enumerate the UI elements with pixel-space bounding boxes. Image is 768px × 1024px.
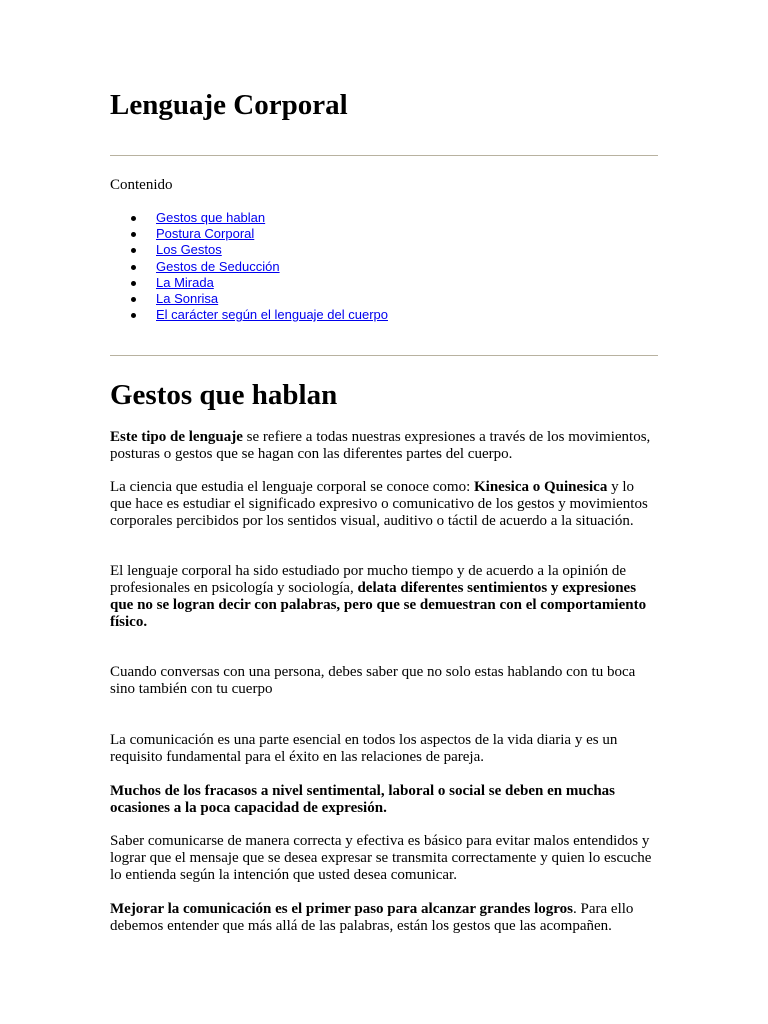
bold-text: Kinesica o Quinesica: [474, 479, 608, 495]
toc-item: [110, 291, 388, 307]
toc-label: Contenido: [110, 177, 173, 193]
paragraph-text: Cuando conversas con una persona, debes saber que no solo estas hablando con tu boca sino también con tu cuerpo: [110, 664, 636, 697]
paragraph-text: Saber comunicarse de manera correcta y efectiva es básico para evitar malos entendidos y lograr que el mensaje que se desea expresar se transmita correctamente y quien lo escuche lo entienda según la intención que usted desea comunicar.: [110, 833, 652, 883]
toc-link-la-sonrisa[interactable]: La Sonrisa: [156, 290, 219, 306]
toc-link-gestos-de-seduccion[interactable]: Gestos de Seducción: [156, 258, 280, 274]
paragraph-text: y lo que hace es estudiar el significado expresivo o comunicativo de los gestos y movimientos corporales percibidos por los sentidos visual, auditivo o táctil de acuerdo a la situación.: [110, 479, 648, 529]
paragraph: [110, 429, 658, 463]
bullet-icon: [131, 313, 136, 318]
toc-link-los-gestos[interactable]: Los Gestos: [156, 242, 222, 258]
horizontal-rule: [110, 355, 658, 356]
paragraph-text: La ciencia que estudia el lenguaje corporal se conoce como:: [110, 479, 474, 495]
bullet-icon: [131, 248, 136, 253]
bold-text: Muchos de los fracasos a nivel sentimental, laboral o social se deben en muchas ocasiones a la poca capacidad de expresión.: [110, 783, 615, 816]
toc-link-el-caracter[interactable]: El carácter según el lenguaje del cuerpo: [156, 307, 388, 323]
bullet-icon: [131, 265, 136, 270]
toc-item: [110, 210, 388, 226]
toc-link-la-mirada[interactable]: La Mirada: [156, 274, 214, 290]
paragraph: [110, 664, 658, 698]
horizontal-rule: [110, 155, 658, 156]
bullet-icon: [131, 297, 136, 302]
paragraph: [110, 732, 658, 766]
section-heading: Gestos que hablan: [110, 379, 338, 411]
bullet-icon: [131, 216, 136, 221]
bullet-icon: [131, 232, 136, 237]
toc-item: [110, 242, 388, 258]
table-of-contents: [110, 210, 388, 323]
paragraph: [110, 563, 658, 631]
bold-text: Este tipo de lenguaje: [110, 429, 243, 445]
paragraph: [110, 901, 658, 935]
paragraph: [110, 783, 658, 817]
toc-item: [110, 259, 388, 275]
toc-item: [110, 275, 388, 291]
paragraph-text: La comunicación es una parte esencial en todos los aspectos de la vida diaria y es un requisito fundamental para el éxito en las relaciones de pareja.: [110, 732, 618, 765]
bullet-icon: [131, 281, 136, 286]
toc-link-postura-corporal[interactable]: Postura Corporal: [156, 226, 255, 242]
bold-text: Mejorar la comunicación es el primer paso para alcanzar grandes logros: [110, 901, 574, 917]
paragraph: [110, 833, 658, 884]
paragraph: [110, 479, 658, 530]
paragraph-text: . Para ello debemos entender que más allá de las palabras, están los gestos que las acompañen.: [110, 901, 634, 934]
toc-item: [110, 226, 388, 242]
bold-text: delata diferentes sentimientos y expresiones que no se logran decir con palabras, pero que se demuestran con el comportamiento físico.: [110, 580, 647, 630]
toc-item: [110, 307, 388, 323]
document-title: Lenguaje Corporal: [110, 89, 348, 121]
toc-link-gestos-que-hablan[interactable]: Gestos que hablan: [156, 210, 266, 225]
paragraph-text: El lenguaje corporal ha sido estudiado por mucho tiempo y de acuerdo a la opinión de profesionales en psicología y sociología,: [110, 563, 627, 596]
paragraph-text: se refiere a todas nuestras expresiones a través de los movimientos, posturas o gestos que se hagan con las diferentes partes del cuerpo.: [110, 429, 651, 462]
